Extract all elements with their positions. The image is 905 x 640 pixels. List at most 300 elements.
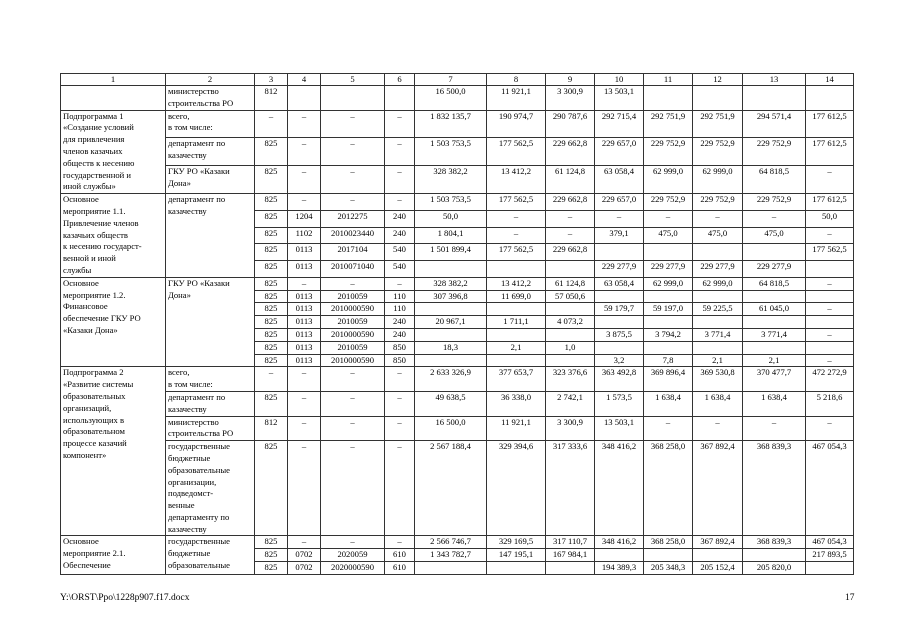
- amount-cell: 369 896,4: [644, 367, 693, 392]
- amount-cell: 292 715,4: [595, 110, 644, 138]
- code-cell: 540: [385, 244, 415, 261]
- amount-cell: 229 277,9: [595, 260, 644, 277]
- amount-cell: 292 751,9: [644, 110, 693, 138]
- code-cell: 0702: [288, 562, 321, 575]
- amount-cell: –: [806, 277, 854, 290]
- amount-cell: 190 974,7: [487, 110, 546, 138]
- program-name-cell: [61, 367, 166, 536]
- amount-cell: 292 751,9: [693, 110, 743, 138]
- amount-cell: [644, 341, 693, 354]
- amount-cell: 229 752,9: [644, 138, 693, 166]
- amount-cell: 229 752,9: [743, 138, 806, 166]
- amount-cell: 475,0: [743, 227, 806, 244]
- amount-cell: 177 562,5: [487, 138, 546, 166]
- amount-cell: [415, 562, 487, 575]
- amount-cell: 363 492,8: [595, 367, 644, 392]
- amount-cell: 328 382,2: [415, 277, 487, 290]
- code-cell: 0113: [288, 341, 321, 354]
- code-cell: 240: [385, 328, 415, 341]
- amount-cell: 369 530,8: [693, 367, 743, 392]
- amount-cell: 7,8: [644, 354, 693, 367]
- code-cell: 825: [255, 549, 288, 562]
- executor-cell: [166, 367, 255, 392]
- executor-line: государственные: [168, 441, 230, 452]
- code-cell: 0113: [288, 354, 321, 367]
- amount-cell: [743, 549, 806, 562]
- table-row: [61, 277, 854, 290]
- amount-cell: [644, 316, 693, 329]
- amount-cell: 2 567 188,4: [415, 441, 487, 536]
- column-number-9: 9: [546, 74, 595, 86]
- amount-cell: 3 771,4: [743, 328, 806, 341]
- code-cell: 850: [385, 341, 415, 354]
- code-cell: 540: [385, 260, 415, 277]
- amount-cell: 1 501 899,4: [415, 244, 487, 261]
- program-name-line: венной и иной: [63, 253, 116, 264]
- amount-cell: 3 771,4: [693, 328, 743, 341]
- executor-line: министерство: [168, 416, 219, 427]
- code-cell: –: [321, 138, 385, 166]
- executor-line: департамент по: [168, 138, 226, 149]
- amount-cell: 59 197,0: [644, 303, 693, 316]
- code-cell: –: [321, 367, 385, 392]
- amount-cell: 62 999,0: [693, 166, 743, 194]
- amount-cell: 317 110,7: [546, 536, 595, 549]
- amount-cell: 3,2: [595, 354, 644, 367]
- program-name-line: процессе казачий: [63, 438, 127, 449]
- amount-cell: –: [487, 210, 546, 227]
- amount-cell: 59 179,7: [595, 303, 644, 316]
- amount-cell: 1 638,4: [693, 391, 743, 416]
- amount-cell: 49 638,5: [415, 391, 487, 416]
- executor-line: организации,: [168, 476, 217, 487]
- code-cell: 2017104: [321, 244, 385, 261]
- amount-cell: 13 412,2: [487, 277, 546, 290]
- amount-cell: 177 612,5: [806, 110, 854, 138]
- amount-cell: [743, 244, 806, 261]
- amount-cell: 2,1: [743, 354, 806, 367]
- table-row: [61, 391, 854, 416]
- amount-cell: 16 500,0: [415, 86, 487, 111]
- amount-cell: 11 921,1: [487, 416, 546, 441]
- amount-cell: 1 638,4: [644, 391, 693, 416]
- amount-cell: 2 742,1: [546, 391, 595, 416]
- executor-line: казачеству: [168, 403, 207, 414]
- executor-line: строительства РО: [168, 97, 234, 108]
- amount-cell: 57 050,6: [546, 290, 595, 303]
- amount-cell: [743, 290, 806, 303]
- code-cell: 825: [255, 277, 288, 290]
- amount-cell: 3 875,5: [595, 328, 644, 341]
- code-cell: 240: [385, 227, 415, 244]
- program-name-line: использующих в: [63, 414, 125, 425]
- amount-cell: 379,1: [595, 227, 644, 244]
- code-cell: –: [288, 277, 321, 290]
- code-cell: –: [321, 391, 385, 416]
- amount-cell: 475,0: [644, 227, 693, 244]
- amount-cell: 307 396,8: [415, 290, 487, 303]
- code-cell: 825: [255, 194, 288, 211]
- amount-cell: 205 348,3: [644, 562, 693, 575]
- amount-cell: 1 343 782,7: [415, 549, 487, 562]
- amount-cell: 194 389,3: [595, 562, 644, 575]
- amount-cell: 18,3: [415, 341, 487, 354]
- table-row: [61, 86, 854, 111]
- table-row: [61, 194, 854, 211]
- amount-cell: [415, 328, 487, 341]
- amount-cell: –: [595, 210, 644, 227]
- amount-cell: 3 300,9: [546, 416, 595, 441]
- executor-line: ГКУ РО «Казаки: [168, 277, 230, 288]
- amount-cell: 62 999,0: [644, 277, 693, 290]
- amount-cell: 205 152,4: [693, 562, 743, 575]
- executor-line: департамент по: [168, 391, 226, 402]
- amount-cell: 2,1: [693, 354, 743, 367]
- code-cell: 825: [255, 328, 288, 341]
- amount-cell: 4 073,2: [546, 316, 595, 329]
- executor-line: в том числе:: [168, 379, 213, 390]
- amount-cell: [693, 86, 743, 111]
- code-cell: 2010023440: [321, 227, 385, 244]
- amount-cell: 229 662,8: [546, 194, 595, 211]
- program-name-line: иной службы»: [63, 181, 116, 192]
- code-cell: 0702: [288, 549, 321, 562]
- amount-cell: [644, 549, 693, 562]
- code-cell: –: [288, 367, 321, 392]
- table-row: [61, 367, 854, 392]
- program-name-line: компонент»: [63, 449, 107, 460]
- amount-cell: 20 967,1: [415, 316, 487, 329]
- amount-cell: [546, 328, 595, 341]
- amount-cell: 229 277,9: [644, 260, 693, 277]
- amount-cell: 64 818,5: [743, 166, 806, 194]
- code-cell: 812: [255, 86, 288, 111]
- amount-cell: 63 058,4: [595, 277, 644, 290]
- amount-cell: 1 573,5: [595, 391, 644, 416]
- program-name-line: «Создание условий: [63, 122, 134, 133]
- amount-cell: 217 893,5: [806, 549, 854, 562]
- table-row: [61, 110, 854, 138]
- amount-cell: [806, 86, 854, 111]
- code-cell: –: [288, 138, 321, 166]
- code-cell: 0113: [288, 328, 321, 341]
- amount-cell: 64 818,5: [743, 277, 806, 290]
- amount-cell: 177 562,5: [806, 244, 854, 261]
- code-cell: 825: [255, 166, 288, 194]
- executor-line: образовательные: [168, 464, 230, 475]
- executor-line: казачеству: [168, 523, 207, 534]
- executor-line: Дона»: [168, 289, 191, 300]
- executor-line: всего,: [168, 110, 190, 121]
- amount-cell: –: [806, 166, 854, 194]
- amount-cell: 1 503 753,5: [415, 194, 487, 211]
- code-cell: –: [385, 536, 415, 549]
- amount-cell: 290 787,6: [546, 110, 595, 138]
- amount-cell: 348 416,2: [595, 536, 644, 549]
- program-name-line: «Развитие системы: [63, 379, 134, 390]
- executor-cell: [166, 194, 255, 278]
- amount-cell: 13 503,1: [595, 86, 644, 111]
- code-cell: 825: [255, 244, 288, 261]
- amount-cell: [693, 316, 743, 329]
- amount-cell: 61 045,0: [743, 303, 806, 316]
- amount-cell: 36 338,0: [487, 391, 546, 416]
- amount-cell: –: [546, 227, 595, 244]
- amount-cell: [595, 244, 644, 261]
- amount-cell: 1 711,1: [487, 316, 546, 329]
- code-cell: 0113: [288, 244, 321, 261]
- executor-line: бюджетные: [168, 452, 211, 463]
- code-cell: 2010059: [321, 316, 385, 329]
- amount-cell: [595, 549, 644, 562]
- amount-cell: 229 657,0: [595, 194, 644, 211]
- code-cell: –: [385, 416, 415, 441]
- amount-cell: 177 562,5: [487, 244, 546, 261]
- amount-cell: –: [644, 210, 693, 227]
- amount-cell: –: [693, 416, 743, 441]
- column-number-4: 4: [288, 74, 321, 86]
- table-row: [61, 536, 854, 549]
- amount-cell: [595, 341, 644, 354]
- program-name-cell: [61, 110, 166, 194]
- program-name-line: организаций,: [63, 402, 112, 413]
- column-number-13: 13: [743, 74, 806, 86]
- code-cell: 610: [385, 549, 415, 562]
- amount-cell: 368 839,3: [743, 536, 806, 549]
- amount-cell: [743, 86, 806, 111]
- amount-cell: –: [806, 354, 854, 367]
- amount-cell: 329 169,5: [487, 536, 546, 549]
- amount-cell: –: [806, 227, 854, 244]
- amount-cell: 1 832 135,7: [415, 110, 487, 138]
- program-name-line: «Казаки Дона»: [63, 324, 118, 335]
- amount-cell: [487, 328, 546, 341]
- code-cell: 2012275: [321, 210, 385, 227]
- amount-cell: 368 258,0: [644, 536, 693, 549]
- amount-cell: 229 662,8: [546, 244, 595, 261]
- amount-cell: [806, 562, 854, 575]
- code-cell: 2020059: [321, 549, 385, 562]
- amount-cell: 16 500,0: [415, 416, 487, 441]
- amount-cell: [644, 290, 693, 303]
- amount-cell: 348 416,2: [595, 441, 644, 536]
- amount-cell: –: [806, 328, 854, 341]
- code-cell: 825: [255, 210, 288, 227]
- amount-cell: 177 612,5: [806, 138, 854, 166]
- amount-cell: [546, 303, 595, 316]
- amount-cell: 147 195,1: [487, 549, 546, 562]
- program-name-line: казачьих обществ: [63, 229, 128, 240]
- code-cell: 240: [385, 316, 415, 329]
- amount-cell: [415, 303, 487, 316]
- amount-cell: 63 058,4: [595, 166, 644, 194]
- executor-line: всего,: [168, 367, 190, 378]
- code-cell: 825: [255, 303, 288, 316]
- amount-cell: 5 218,6: [806, 391, 854, 416]
- amount-cell: 11 921,1: [487, 86, 546, 111]
- executor-cell: [166, 110, 255, 138]
- amount-cell: [595, 316, 644, 329]
- code-cell: 2010000590: [321, 328, 385, 341]
- executor-line: казачеству: [168, 150, 207, 161]
- amount-cell: 167 984,1: [546, 549, 595, 562]
- amount-cell: 323 376,6: [546, 367, 595, 392]
- executor-line: подведомст-: [168, 488, 214, 499]
- code-cell: –: [321, 536, 385, 549]
- executor-cell: [166, 536, 255, 574]
- code-cell: 0113: [288, 260, 321, 277]
- amount-cell: 467 054,3: [806, 536, 854, 549]
- executor-line: строительства РО: [168, 428, 234, 439]
- amount-cell: 3 300,9: [546, 86, 595, 111]
- code-cell: –: [321, 277, 385, 290]
- amount-cell: [546, 354, 595, 367]
- code-cell: –: [255, 110, 288, 138]
- amount-cell: 377 653,7: [487, 367, 546, 392]
- amount-cell: –: [743, 210, 806, 227]
- executor-cell: [166, 138, 255, 166]
- amount-cell: 2 566 746,7: [415, 536, 487, 549]
- program-name-line: обществ к несению: [63, 157, 135, 168]
- code-cell: 825: [255, 354, 288, 367]
- document-page: [60, 73, 853, 575]
- executor-line: государственные: [168, 536, 230, 547]
- amount-cell: 205 820,0: [743, 562, 806, 575]
- amount-cell: [644, 86, 693, 111]
- amount-cell: 229 277,9: [693, 260, 743, 277]
- program-name-line: Основное: [63, 194, 99, 205]
- program-name-line: членов казачьих: [63, 145, 123, 156]
- amount-cell: [546, 260, 595, 277]
- amount-cell: –: [743, 416, 806, 441]
- amount-cell: [743, 341, 806, 354]
- program-name-line: Привлечение членов: [63, 217, 139, 228]
- program-name-line: государственной и: [63, 169, 131, 180]
- code-cell: –: [288, 391, 321, 416]
- amount-cell: 13 503,1: [595, 416, 644, 441]
- amount-cell: 229 752,9: [693, 138, 743, 166]
- amount-cell: [415, 354, 487, 367]
- amount-cell: 328 382,2: [415, 166, 487, 194]
- code-cell: –: [385, 391, 415, 416]
- code-cell: –: [288, 441, 321, 536]
- amount-cell: 62 999,0: [644, 166, 693, 194]
- amount-cell: –: [806, 416, 854, 441]
- amount-cell: [595, 290, 644, 303]
- code-cell: –: [288, 536, 321, 549]
- page-number: 17: [845, 593, 855, 603]
- amount-cell: 229 657,0: [595, 138, 644, 166]
- amount-cell: 475,0: [693, 227, 743, 244]
- code-cell: 110: [385, 290, 415, 303]
- amount-cell: [487, 303, 546, 316]
- table-row: [61, 138, 854, 166]
- amount-cell: 229 752,9: [644, 194, 693, 211]
- amount-cell: 370 477,7: [743, 367, 806, 392]
- code-cell: –: [385, 138, 415, 166]
- executor-line: в том числе:: [168, 122, 213, 133]
- code-cell: –: [288, 194, 321, 211]
- executor-line: образовательные: [168, 560, 230, 571]
- table-row: [61, 416, 854, 441]
- amount-cell: [693, 290, 743, 303]
- amount-cell: [693, 549, 743, 562]
- program-name-line: образовательных: [63, 390, 126, 401]
- code-cell: 610: [385, 562, 415, 575]
- code-cell: 110: [385, 303, 415, 316]
- amount-cell: [487, 354, 546, 367]
- code-cell: 0113: [288, 290, 321, 303]
- column-number-6: 6: [385, 74, 415, 86]
- code-cell: 240: [385, 210, 415, 227]
- amount-cell: 1 503 753,5: [415, 138, 487, 166]
- code-cell: –: [385, 166, 415, 194]
- amount-cell: 467 054,3: [806, 441, 854, 536]
- column-number-14: 14: [806, 74, 854, 86]
- code-cell: 825: [255, 562, 288, 575]
- amount-cell: 62 999,0: [693, 277, 743, 290]
- program-name-cell: [61, 277, 166, 367]
- amount-cell: 367 892,4: [693, 441, 743, 536]
- code-cell: 2010059: [321, 290, 385, 303]
- code-cell: –: [321, 194, 385, 211]
- code-cell: –: [321, 441, 385, 536]
- column-number-12: 12: [693, 74, 743, 86]
- executor-line: ГКУ РО «Казаки: [168, 166, 230, 177]
- amount-cell: 3 794,2: [644, 328, 693, 341]
- column-number-2: 2: [166, 74, 255, 86]
- code-cell: 1204: [288, 210, 321, 227]
- amount-cell: 1 638,4: [743, 391, 806, 416]
- amount-cell: 229 277,9: [743, 260, 806, 277]
- amount-cell: –: [546, 210, 595, 227]
- program-name-line: мероприятие 1.1.: [63, 205, 126, 216]
- executor-line: Дона»: [168, 178, 191, 189]
- column-number-10: 10: [595, 74, 644, 86]
- amount-cell: 59 225,5: [693, 303, 743, 316]
- column-number-5: 5: [321, 74, 385, 86]
- code-cell: –: [321, 166, 385, 194]
- code-cell: 812: [255, 416, 288, 441]
- code-cell: –: [385, 194, 415, 211]
- program-name-line: Подпрограмма 1: [63, 110, 124, 121]
- program-name-line: образовательном: [63, 426, 125, 437]
- amount-cell: –: [644, 416, 693, 441]
- amount-cell: 229 752,9: [743, 194, 806, 211]
- program-name-line: Основное: [63, 536, 99, 547]
- code-cell: 2010000590: [321, 303, 385, 316]
- amount-cell: [546, 562, 595, 575]
- code-cell: [385, 86, 415, 111]
- column-number-11: 11: [644, 74, 693, 86]
- amount-cell: [806, 341, 854, 354]
- amount-cell: [644, 244, 693, 261]
- amount-cell: 177 612,5: [806, 194, 854, 211]
- file-path: Y:\ORST\Ppo\1228p907.f17.docx: [60, 593, 190, 603]
- table-row: [61, 441, 854, 536]
- code-cell: 0113: [288, 316, 321, 329]
- code-cell: 825: [255, 290, 288, 303]
- amount-cell: 50,0: [806, 210, 854, 227]
- amount-cell: –: [693, 210, 743, 227]
- code-cell: 850: [385, 354, 415, 367]
- program-name-cell: [61, 194, 166, 278]
- amount-cell: [487, 260, 546, 277]
- amount-cell: [806, 260, 854, 277]
- executor-cell: [166, 416, 255, 441]
- program-name-cell: [61, 86, 166, 111]
- amount-cell: 367 892,4: [693, 536, 743, 549]
